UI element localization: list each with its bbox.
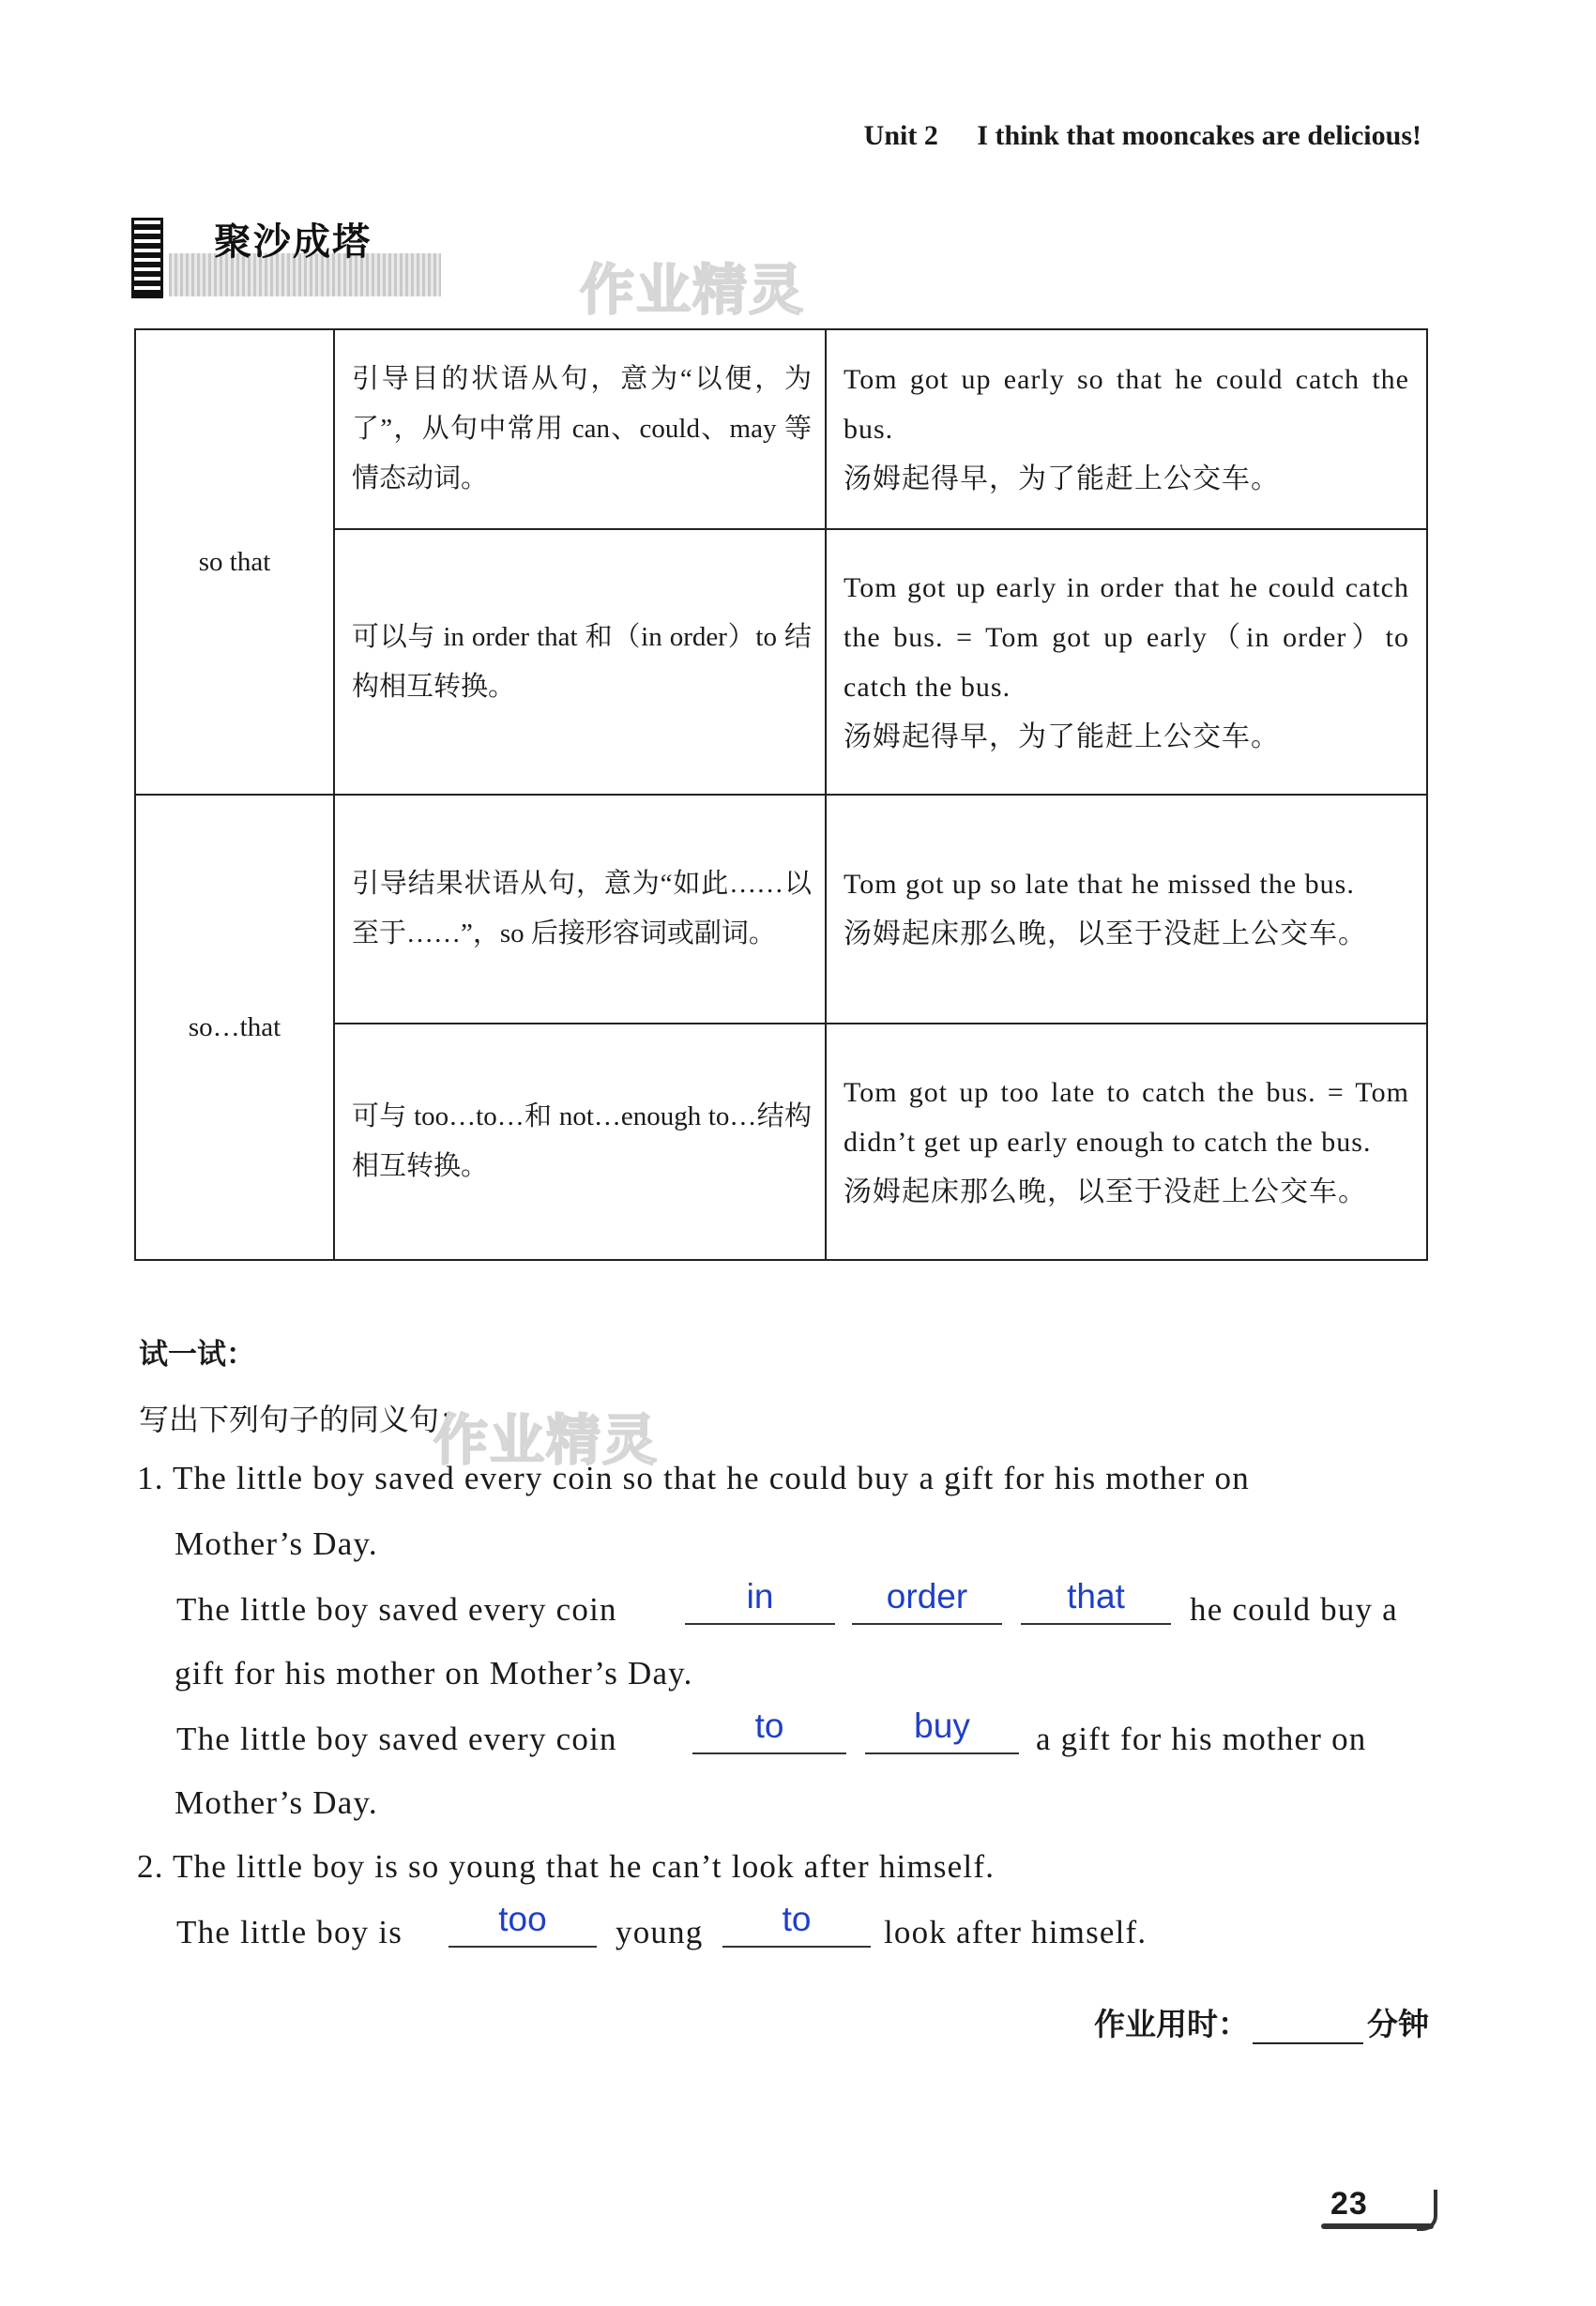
grammar-table [134, 328, 1428, 1261]
term-cell: so…that [135, 795, 334, 1260]
answer-blank[interactable]: buy [865, 1707, 1019, 1754]
answer-1a-suffix: he could buy a [1190, 1591, 1398, 1628]
question-1-line2: Mother’s Day. [175, 1525, 378, 1562]
question-1: 1. The little boy saved every coin so that he could buy a gift for his mother on [137, 1460, 1250, 1496]
running-header [864, 120, 1421, 152]
exercise-title: 试一试： [139, 1338, 255, 1372]
homework-time [1094, 2000, 1429, 2044]
answer-1b-prefix: The little boy saved every coin [176, 1721, 617, 1757]
example-english: Tom got up too late to catch the bus. = Tom didn’t get up early enough to catch the bus. [844, 1076, 1409, 1158]
unit-label: Unit 2 [863, 120, 938, 151]
answer-blank[interactable]: too [448, 1901, 597, 1948]
example-english: Tom got up early in order that he could catch the bus. = Tom got up early（in order）to catch the bus. [844, 571, 1409, 703]
answer-blank[interactable]: that [1021, 1578, 1171, 1625]
example-cell [826, 529, 1427, 795]
answer-blank[interactable]: in [685, 1578, 835, 1625]
example-chinese: 汤姆起得早，为了能赶上公交车。 [844, 463, 1280, 494]
example-english: Tom got up early so that he could catch the bus. [844, 364, 1409, 445]
answer-1b-suffix: a gift for his mother on [1036, 1721, 1367, 1757]
example-cell [826, 329, 1427, 529]
question-2: 2. The little boy is so young that he can’t look after himself. [137, 1848, 996, 1885]
exercise-instruction: 写出下列句子的同义句： [139, 1402, 470, 1437]
section-title: 聚沙成塔 [214, 220, 372, 264]
answer-1a-line2: gift for his mother on Mother’s Day. [175, 1655, 693, 1692]
time-unit: 分钟 [1367, 2006, 1429, 2042]
answer-blank[interactable]: to [692, 1707, 846, 1754]
answer-2-suffix: look after himself. [884, 1914, 1148, 1950]
answer-blank[interactable]: to [722, 1901, 871, 1948]
usage-cell: 可以与 in order that 和（in order）to 结构相互转换。 [334, 529, 826, 795]
answer-blank[interactable]: order [852, 1578, 1002, 1625]
unit-title: I think that mooncakes are delicious! [977, 120, 1421, 151]
page-number: 23 [1330, 2186, 1368, 2222]
watermark: 作业精灵 [580, 258, 806, 322]
term-cell: so that [135, 329, 334, 795]
answer-2-prefix: The little boy is [176, 1914, 403, 1950]
answer-1b-line2: Mother’s Day. [175, 1784, 378, 1821]
page-number-bracket [1417, 2190, 1437, 2231]
example-cell [826, 795, 1427, 1024]
answer-2-middle: young [616, 1914, 704, 1950]
usage-cell: 引导目的状语从句，意为“以便，为了”，从句中常用 can、could、may 等情态动词。 [334, 329, 826, 529]
example-english: Tom got up so late that he missed the bus. [844, 869, 1355, 900]
example-chinese: 汤姆起得早，为了能赶上公交车。 [844, 721, 1280, 752]
example-cell [826, 1024, 1427, 1260]
time-label: 作业用时： [1094, 2006, 1249, 2042]
usage-cell: 可与 too…to…和 not…enough to…结构相互转换。 [334, 1024, 826, 1260]
usage-cell: 引导结果状语从句，意为“如此……以至于……”，so 后接形容词或副词。 [334, 795, 826, 1024]
time-blank[interactable] [1253, 2014, 1363, 2044]
example-chinese: 汤姆起床那么晚，以至于没赶上公交车。 [844, 1176, 1367, 1207]
banner-decoration [131, 218, 163, 298]
answer-1a-prefix: The little boy saved every coin [176, 1591, 617, 1628]
section-banner [131, 212, 441, 298]
watermark: 作业精灵 [433, 1408, 660, 1472]
example-chinese: 汤姆起床那么晚，以至于没赶上公交车。 [844, 918, 1367, 949]
